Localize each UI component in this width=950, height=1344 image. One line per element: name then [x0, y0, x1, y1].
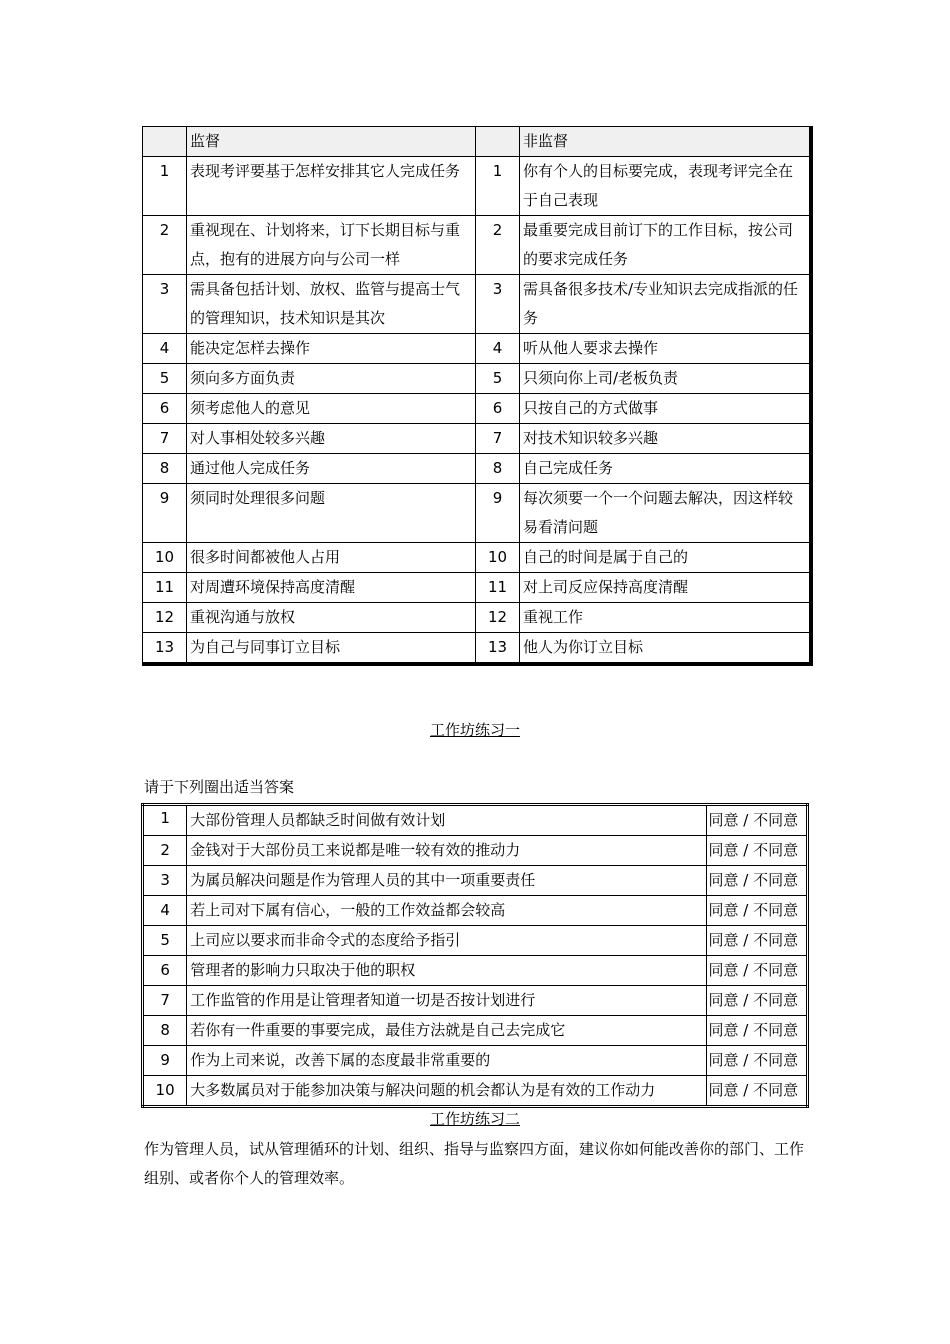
row-number: 13 [143, 633, 187, 665]
exercise1-row [143, 956, 808, 986]
row-number: 11 [476, 573, 520, 603]
agree-disagree-option[interactable]: 同意 / 不同意 [706, 1016, 807, 1046]
item-number: 7 [143, 986, 187, 1016]
statement-cell: 大部份管理人员都缺乏时间做有效计划 [187, 805, 706, 836]
item-number: 4 [143, 896, 187, 926]
row-number: 8 [476, 454, 520, 484]
supervisory-cell: 须同时处理很多问题 [187, 484, 476, 543]
item-number: 6 [143, 956, 187, 986]
agree-disagree-option[interactable]: 同意 / 不同意 [706, 1046, 807, 1076]
row-number: 9 [143, 484, 187, 543]
supervisory-cell: 需具备包括计划、放权、监管与提高士气的管理知识，技术知识是其次 [187, 275, 476, 334]
agree-disagree-option[interactable]: 同意 / 不同意 [706, 836, 807, 866]
supervisory-cell: 重视沟通与放权 [187, 603, 476, 633]
comparison-header-cell: 监督 [187, 127, 476, 157]
supervisory-cell: 为自己与同事订立目标 [187, 633, 476, 665]
row-number: 1 [476, 157, 520, 216]
row-number: 10 [476, 543, 520, 573]
exercise1-row [143, 896, 808, 926]
exercise1-table [141, 803, 809, 1108]
non-supervisory-cell: 重视工作 [520, 603, 811, 633]
non-supervisory-cell: 只须向你上司/老板负责 [520, 364, 811, 394]
statement-cell: 为属员解决问题是作为管理人员的其中一项重要责任 [187, 866, 706, 896]
row-number: 1 [143, 157, 187, 216]
row-number: 7 [476, 424, 520, 454]
row-number: 12 [476, 603, 520, 633]
comparison-row [143, 633, 811, 665]
non-supervisory-cell: 需具备很多技术/专业知识去完成指派的任务 [520, 275, 811, 334]
exercise1-row [143, 1046, 808, 1076]
comparison-header-row [143, 127, 811, 157]
agree-disagree-option[interactable]: 同意 / 不同意 [706, 926, 807, 956]
comparison-header-cell [476, 127, 520, 157]
comparison-header-cell [143, 127, 187, 157]
row-number: 7 [143, 424, 187, 454]
row-number: 3 [476, 275, 520, 334]
row-number: 12 [143, 603, 187, 633]
supervisory-cell: 很多时间都被他人占用 [187, 543, 476, 573]
supervisory-cell: 须考虑他人的意见 [187, 394, 476, 424]
comparison-row [143, 364, 811, 394]
row-number: 8 [143, 454, 187, 484]
non-supervisory-cell: 只按自己的方式做事 [520, 394, 811, 424]
comparison-row [143, 275, 811, 334]
statement-cell: 管理者的影响力只取决于他的职权 [187, 956, 706, 986]
row-number: 6 [143, 394, 187, 424]
exercise1-instruction: 请于下列圈出适当答案 [144, 778, 295, 796]
agree-disagree-option[interactable]: 同意 / 不同意 [706, 956, 807, 986]
item-number: 8 [143, 1016, 187, 1046]
row-number: 3 [143, 275, 187, 334]
exercise2-body: 作为管理人员，试从管理循环的计划、组织、指导与监察四方面，建议你如何能改善你的部门、工作组别、或者你个人的管理效率。 [144, 1140, 805, 1187]
row-number: 5 [143, 364, 187, 394]
item-number: 5 [143, 926, 187, 956]
exercise1-row [143, 1016, 808, 1046]
exercise1-row [143, 805, 808, 836]
row-number: 11 [143, 573, 187, 603]
supervisory-cell: 通过他人完成任务 [187, 454, 476, 484]
statement-cell: 上司应以要求而非命令式的态度给予指引 [187, 926, 706, 956]
supervisory-cell: 须向多方面负责 [187, 364, 476, 394]
item-number: 10 [143, 1076, 187, 1107]
non-supervisory-cell: 听从他人要求去操作 [520, 334, 811, 364]
exercise1-row [143, 986, 808, 1016]
exercise1-row [143, 926, 808, 956]
comparison-row [143, 216, 811, 275]
comparison-row [143, 543, 811, 573]
comparison-row [143, 484, 811, 543]
non-supervisory-cell: 对技术知识较多兴趣 [520, 424, 811, 454]
supervisory-cell: 表现考评要基于怎样安排其它人完成任务 [187, 157, 476, 216]
supervisory-comparison-table [142, 126, 813, 666]
statement-cell: 大多数属员对于能参加决策与解决问题的机会都认为是有效的工作动力 [187, 1076, 706, 1107]
item-number: 2 [143, 836, 187, 866]
item-number: 3 [143, 866, 187, 896]
row-number: 4 [143, 334, 187, 364]
comparison-row [143, 573, 811, 603]
statement-cell: 工作监管的作用是让管理者知道一切是否按计划进行 [187, 986, 706, 1016]
supervisory-cell: 对周遭环境保持高度清醒 [187, 573, 476, 603]
exercise2-title: 工作坊练习二 [429, 1110, 520, 1128]
row-number: 2 [476, 216, 520, 275]
agree-disagree-option[interactable]: 同意 / 不同意 [706, 866, 807, 896]
exercise1-row [143, 836, 808, 866]
statement-cell: 作为上司来说，改善下属的态度最非常重要的 [187, 1046, 706, 1076]
agree-disagree-option[interactable]: 同意 / 不同意 [706, 805, 807, 836]
non-supervisory-cell: 最重要完成目前订下的工作目标，按公司的要求完成任务 [520, 216, 811, 275]
non-supervisory-cell: 你有个人的目标要完成，表现考评完全在于自己表现 [520, 157, 811, 216]
comparison-header-cell: 非监督 [520, 127, 811, 157]
agree-disagree-option[interactable]: 同意 / 不同意 [706, 986, 807, 1016]
row-number: 9 [476, 484, 520, 543]
supervisory-cell: 能决定怎样去操作 [187, 334, 476, 364]
non-supervisory-cell: 他人为你订立目标 [520, 633, 811, 665]
exercise1-row [143, 866, 808, 896]
item-number: 1 [143, 805, 187, 836]
exercise1-title: 工作坊练习一 [429, 721, 520, 739]
item-number: 9 [143, 1046, 187, 1076]
comparison-row [143, 603, 811, 633]
agree-disagree-option[interactable]: 同意 / 不同意 [706, 1076, 807, 1107]
non-supervisory-cell: 自己的时间是属于自己的 [520, 543, 811, 573]
row-number: 10 [143, 543, 187, 573]
statement-cell: 若你有一件重要的事要完成，最佳方法就是自己去完成它 [187, 1016, 706, 1046]
non-supervisory-cell: 每次须要一个一个问题去解决，因这样较易看清问题 [520, 484, 811, 543]
comparison-row [143, 157, 811, 216]
row-number: 2 [143, 216, 187, 275]
row-number: 4 [476, 334, 520, 364]
agree-disagree-option[interactable]: 同意 / 不同意 [706, 896, 807, 926]
comparison-row [143, 394, 811, 424]
row-number: 5 [476, 364, 520, 394]
non-supervisory-cell: 自己完成任务 [520, 454, 811, 484]
comparison-row [143, 424, 811, 454]
row-number: 6 [476, 394, 520, 424]
supervisory-cell: 对人事相处较多兴趣 [187, 424, 476, 454]
statement-cell: 若上司对下属有信心，一般的工作效益都会较高 [187, 896, 706, 926]
row-number: 13 [476, 633, 520, 665]
comparison-row [143, 454, 811, 484]
supervisory-cell: 重视现在、计划将来，订下长期目标与重点，抱有的进展方向与公司一样 [187, 216, 476, 275]
non-supervisory-cell: 对上司反应保持高度清醒 [520, 573, 811, 603]
statement-cell: 金钱对于大部份员工来说都是唯一较有效的推动力 [187, 836, 706, 866]
exercise1-row [143, 1076, 808, 1107]
comparison-row [143, 334, 811, 364]
